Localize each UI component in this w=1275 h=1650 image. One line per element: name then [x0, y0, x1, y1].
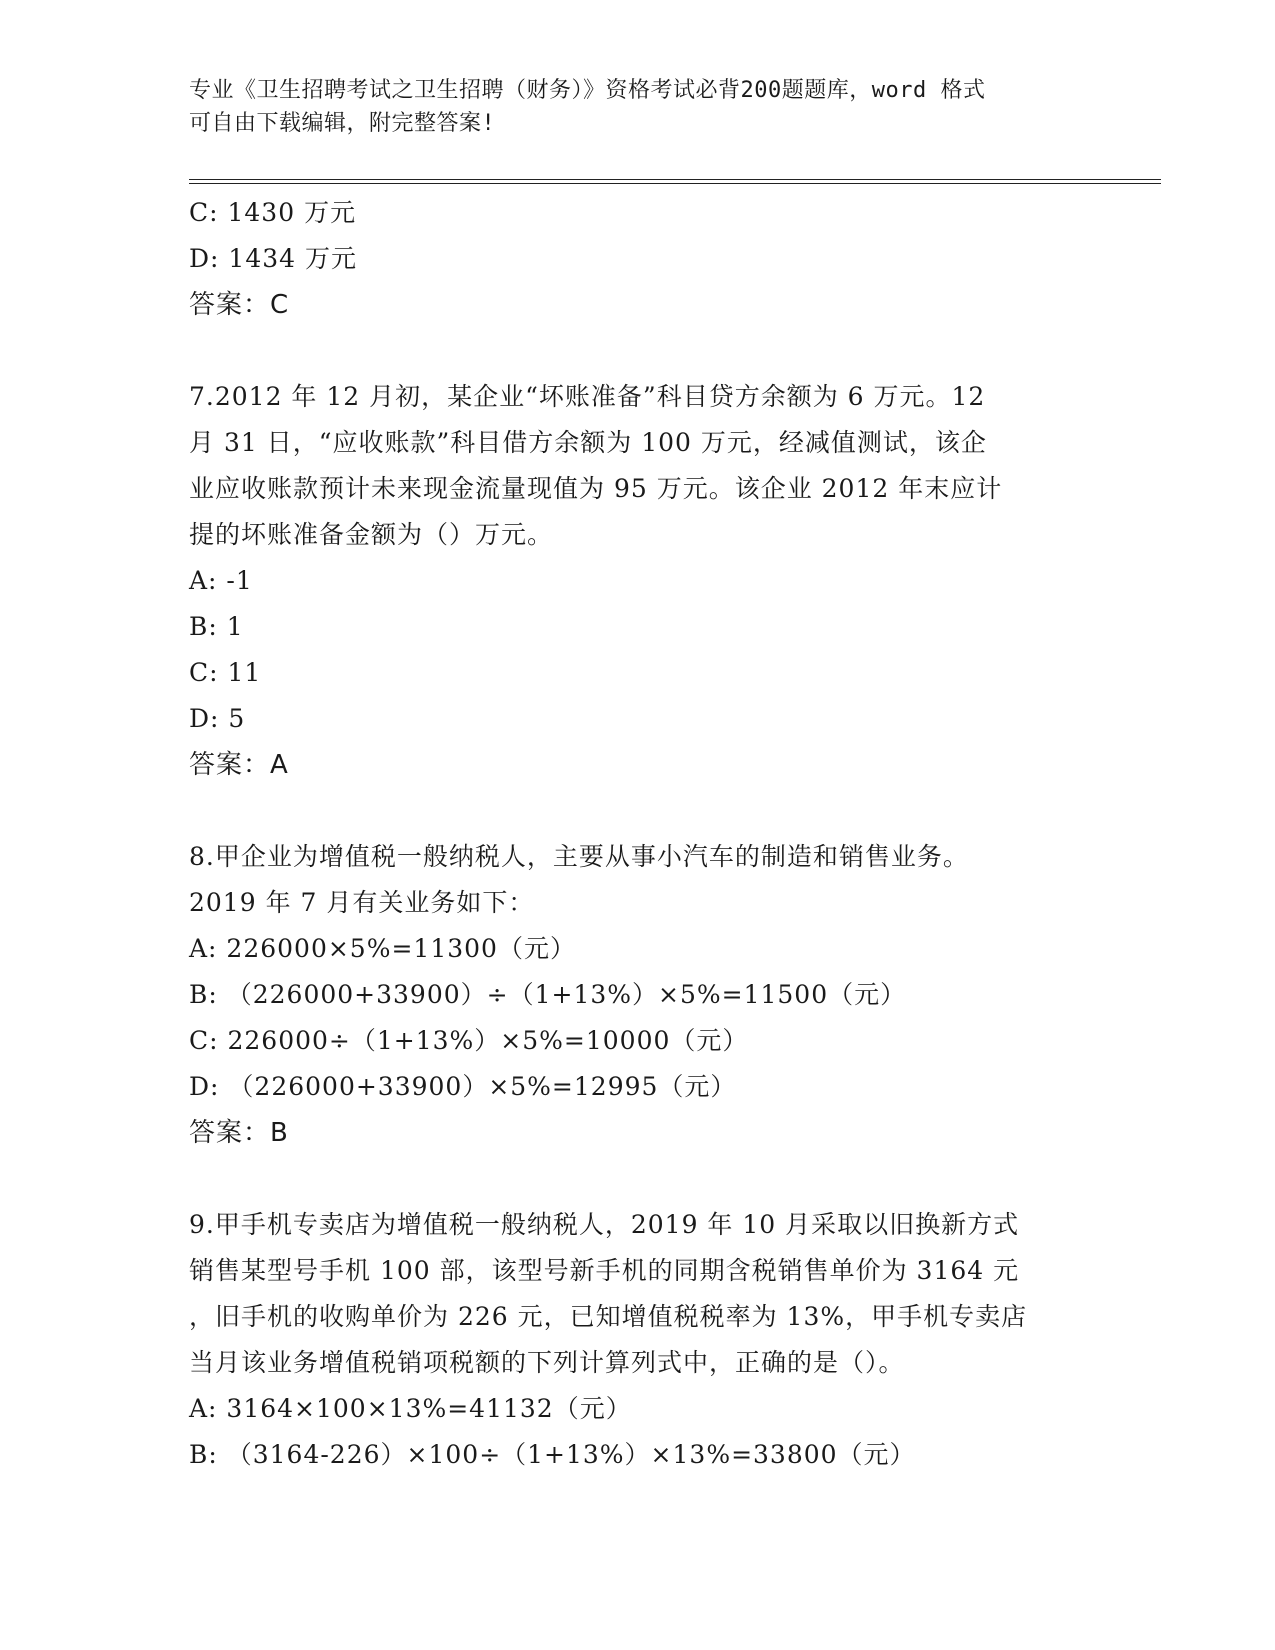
answer-option: C: 11 [189, 658, 262, 687]
question-text-line: 8.甲企业为增值税一般纳税人，主要从事小汽车的制造和销售业务。 [189, 842, 969, 871]
header-title-line-2: 可自由下载编辑，附完整答案! [189, 111, 496, 136]
question-text-line: 提的坏账准备金额为（）万元。 [189, 520, 554, 549]
answer-option: A: -1 [189, 566, 253, 595]
answer-key: 答案：B [189, 1118, 289, 1148]
question-block [189, 374, 1089, 788]
document-body [189, 190, 1089, 1478]
question-text-line: 业应收账款预计未来现金流量现值为 95 万元。该企业 2012 年末应计 [189, 474, 1003, 503]
question-text-line: 2019 年 7 月有关业务如下： [189, 888, 535, 917]
answer-option: A: 3164×100×13%=41132（元） [189, 1394, 632, 1423]
header-title-line-1: 专业《卫生招聘考试之卫生招聘（财务）》资格考试必背200题题库，word 格式 [189, 78, 986, 103]
answer-option: A: 226000×5%=11300（元） [189, 934, 576, 963]
answer-option: B: 1 [189, 612, 244, 641]
answer-option: D: 1434 万元 [189, 244, 357, 273]
question-text-line: 7.2012 年 12 月初，某企业“坏账准备”科目贷方余额为 6 万元。12 [189, 382, 986, 411]
question-text-line: 9.甲手机专卖店为增值税一般纳税人，2019 年 10 月采取以旧换新方式 [189, 1210, 1020, 1239]
answer-option: C: 226000÷（1+13%）×5%=10000（元） [189, 1026, 749, 1055]
spacer [189, 328, 1089, 374]
question-text-line: 月 31 日，“应收账款”科目借方余额为 100 万元，经减值测试，该企 [189, 428, 987, 457]
spacer [189, 788, 1089, 834]
question-text-line: 当月该业务增值税销项税额的下列计算列式中，正确的是（）。 [189, 1348, 905, 1377]
question-text-line: ，旧手机的收购单价为 226 元，已知增值税税率为 13%，甲手机专卖店 [189, 1302, 1028, 1331]
answer-option: C: 1430 万元 [189, 198, 357, 227]
header-divider-bottom [189, 183, 1161, 184]
question-block [189, 1202, 1089, 1478]
question-block [189, 190, 1089, 328]
header-divider-top [189, 179, 1161, 180]
answer-option: B: （3164-226）×100÷（1+13%）×13%=33800（元） [189, 1440, 916, 1469]
answer-option: D: 5 [189, 704, 246, 733]
spacer [189, 1156, 1089, 1202]
answer-key: 答案：A [189, 750, 289, 780]
question-block [189, 834, 1089, 1156]
answer-option: D: （226000+33900）×5%=12995（元） [189, 1072, 737, 1101]
answer-key: 答案：C [189, 290, 290, 320]
answer-option: B: （226000+33900）÷（1+13%）×5%=11500（元） [189, 980, 907, 1009]
document-header [189, 74, 1069, 140]
question-text-line: 销售某型号手机 100 部，该型号新手机的同期含税销售单价为 3164 元 [189, 1256, 1020, 1285]
